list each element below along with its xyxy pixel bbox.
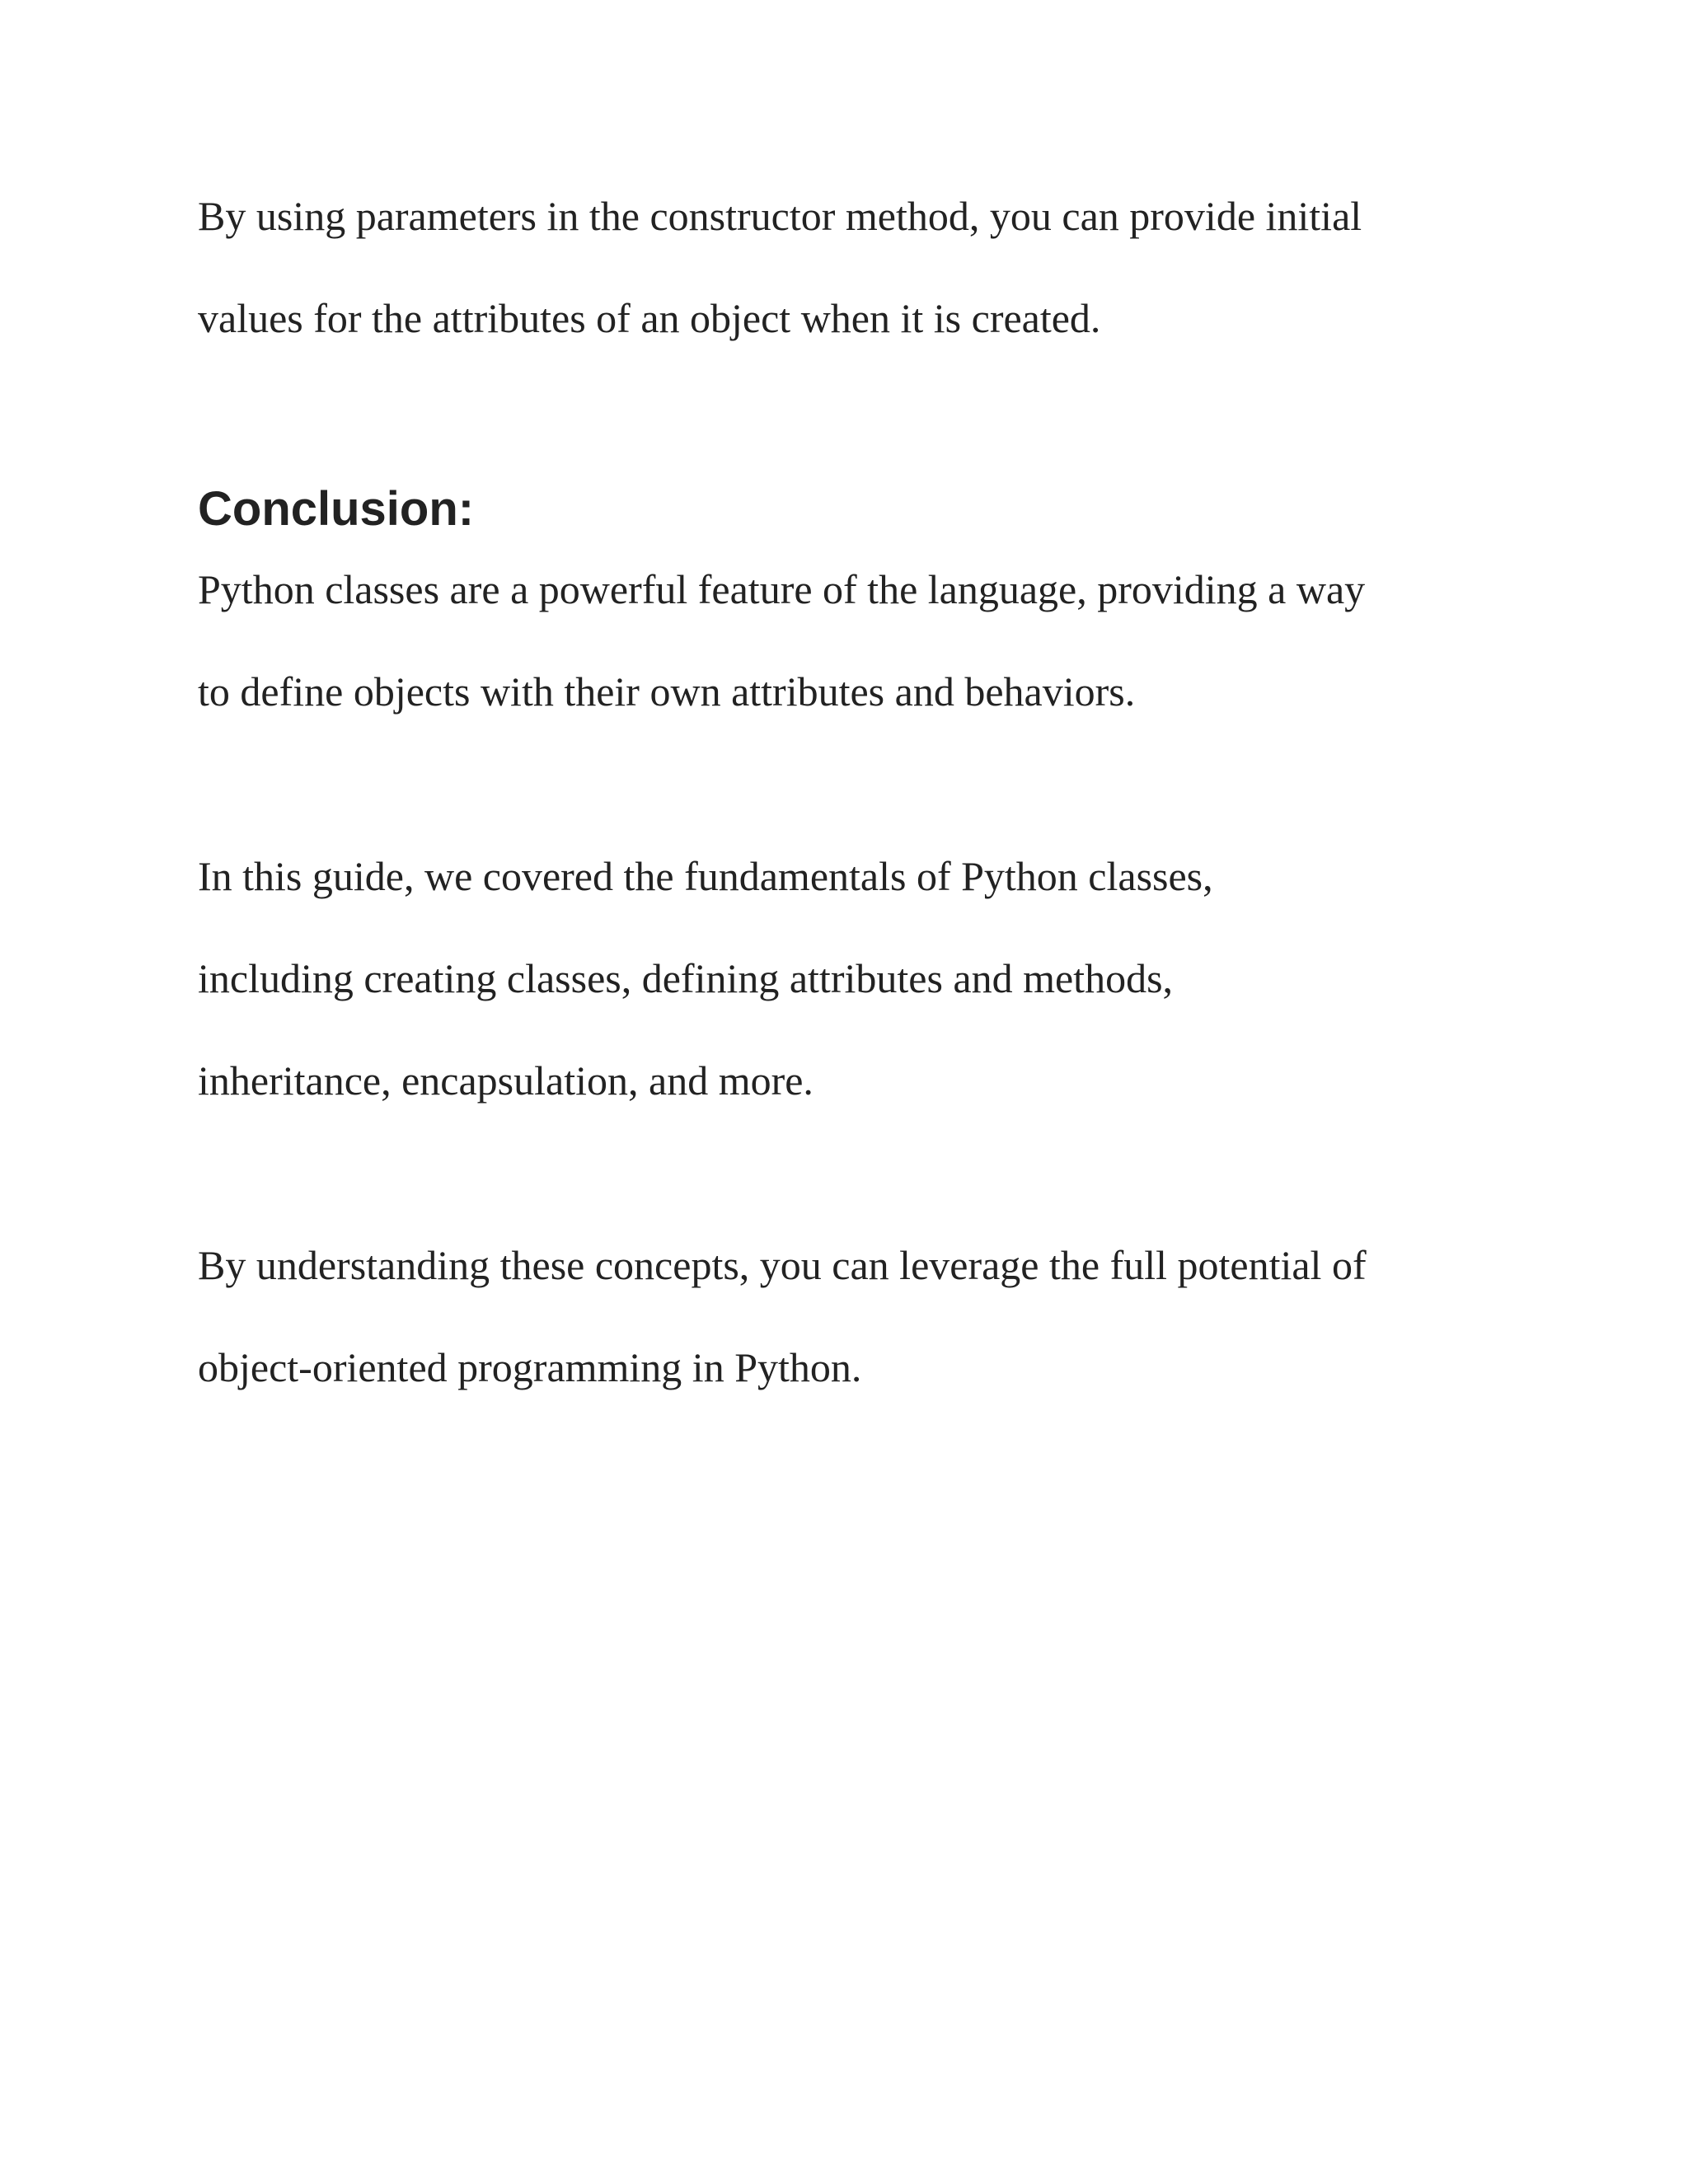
text-line: including creating classes, defining attributes and methods,	[198, 955, 1174, 1001]
conclusion-paragraph-1	[198, 538, 1533, 743]
conclusion-paragraph-2	[198, 825, 1533, 1132]
text-line: By understanding these concepts, you can leverage the full potential of	[198, 1242, 1367, 1288]
text-line: In this guide, we covered the fundamentals of Python classes,	[198, 853, 1213, 899]
section-heading-conclusion: Conclusion:	[198, 482, 475, 536]
text-line: object-oriented programming in Python.	[198, 1344, 862, 1390]
conclusion-paragraph-3	[198, 1214, 1533, 1418]
text-line: values for the attributes of an object when it is created.	[198, 295, 1101, 341]
document-body	[198, 165, 1533, 1418]
text-line: to define objects with their own attributes and behaviors.	[198, 668, 1136, 715]
text-line: By using parameters in the constructor method, you can provide initial	[198, 193, 1362, 239]
text-line: Python classes are a powerful feature of the language, providing a way	[198, 566, 1366, 612]
intro-paragraph	[198, 165, 1533, 369]
text-line: inheritance, encapsulation, and more.	[198, 1057, 814, 1104]
